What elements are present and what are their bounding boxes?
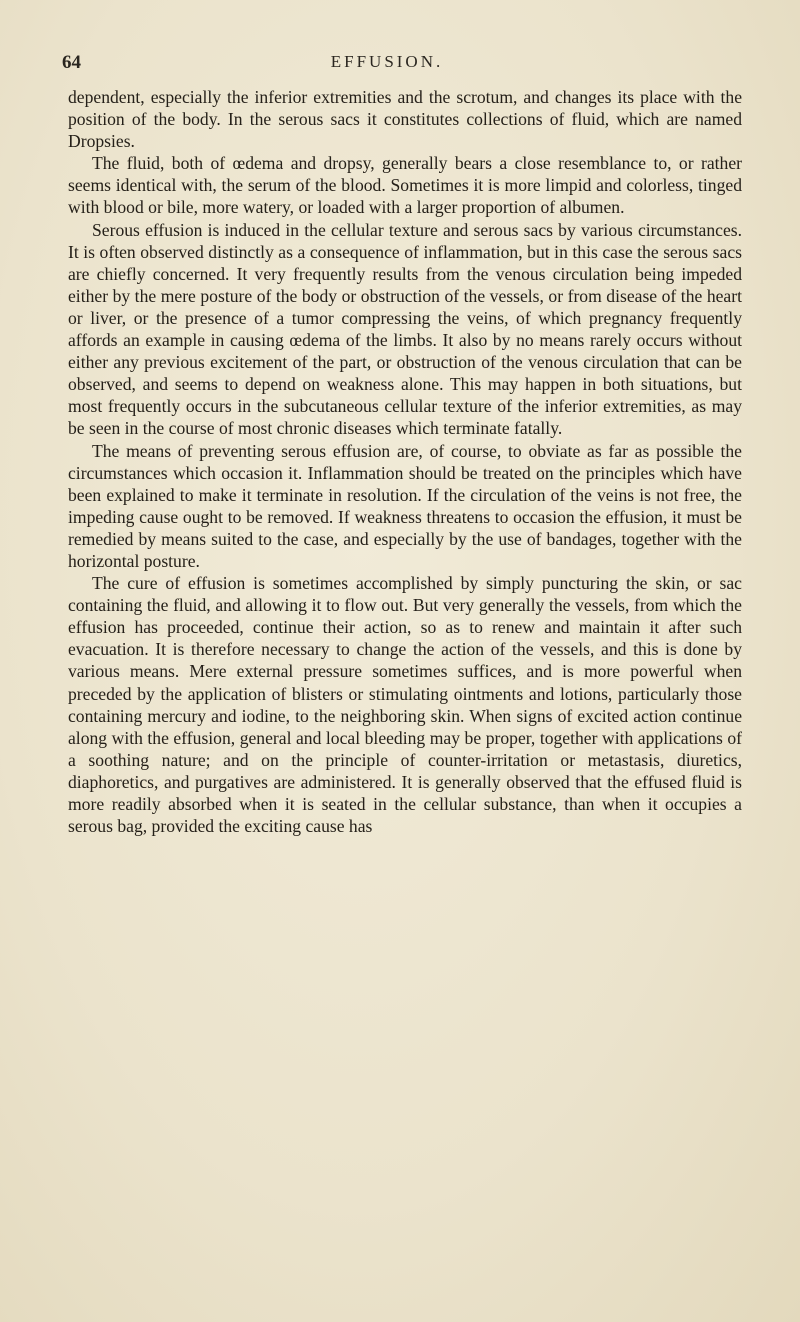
paragraph-cure: The cure of effusion is sometimes accomplished by simply puncturing the skin, or sac containing the fluid, and allowing it to flow out. But very generally the vessels, from which the effusion has proceeded, continue their action, so as to renew and maintain it after such evacuation. It is therefore necessary to change the action of the vessels, and this is done by various means. Mere external pressure sometimes suffices, and is more powerful when preceded by the application of blisters or stimulating ointments and lotions, particularly those containing mercury and iodine, to the neighboring skin. When signs of excited action continue along with the effusion, general and local bleeding may be proper, together with applications of a soothing nature; and on the principle of counter-irritation or metastasis, diuretics, diaphoretics, and purgatives are administered. It is generally observed that the effused fluid is more readily absorbed when it is seated in the cellular substance, than when it occupies a serous bag, provided the exciting cause has	[68, 573, 742, 837]
body-text	[68, 86, 742, 837]
paragraph-prevention: The means of preventing serous effusion are, of course, to obviate as far as possible the circumstances which occasion it. Inflammation should be treated on the principles which have been explained to make it terminate in resolution. If the circulation of the veins is not free, the impeding cause ought to be removed. If weakness threatens to occasion the effusion, it must be remedied by means suited to the case, and especially by the use of bandages, together with the horizontal posture.	[68, 440, 742, 571]
page-number: 64	[62, 52, 81, 73]
page-header	[62, 52, 712, 76]
paragraph-serous-effusion-causes: Serous effusion is induced in the cellular texture and serous sacs by various circumstances. It is often observed distinctly as a consequence of inflammation, but in this case the serous sacs are chiefly concerned. It very frequently results from the venous circulation being impeded either by the mere posture of the body or obstruction of the vessels, or from disease of the heart or liver, or the presence of a tumor compressing the veins, of which pregnancy frequently affords an example in causing œdema of the limbs. It also by no means rarely occurs without either any previous excitement of the part, or obstruction of the venous circulation that can be observed, and seems to depend on weakness alone. This may happen in both situations, but most frequently occurs in the subcutaneous cellular texture of the inferior extremities, as may be seen in the course of most chronic diseases which terminate fatally.	[68, 219, 742, 439]
paragraph-continuation: dependent, especially the inferior extremities and the scrotum, and changes its place with the position of the body. In the serous sacs it constitutes collections of fluid, which are named Dropsies.	[68, 87, 742, 152]
running-head: EFFUSION.	[330, 52, 444, 71]
paragraph-fluid: The fluid, both of œdema and dropsy, generally bears a close resemblance to, or rather seems identical with, the serum of the blood. Sometimes it is more limpid and colorless, tinged with blood or bile, more watery, or loaded with a larger proportion of albumen.	[68, 153, 742, 218]
